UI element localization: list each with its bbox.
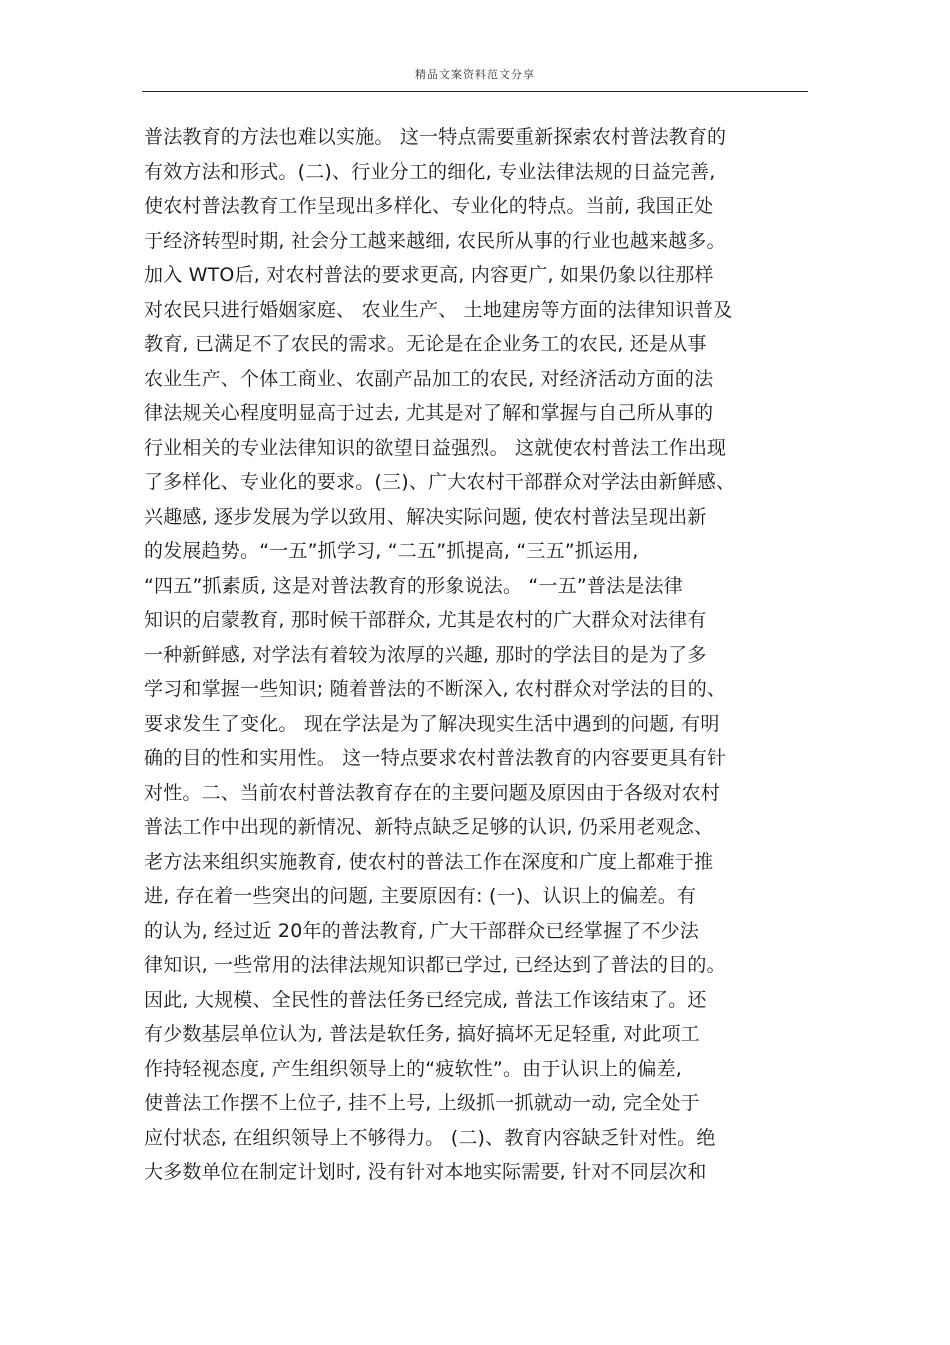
text-line: 大多数单位在制定计划时, 没有针对本地实际需要, 针对不同层次和 [144,1161,707,1183]
text-line: 使农村普法教育工作呈现出多样化、专业化的特点。当前, 我国正处 [144,195,714,217]
header-divider [142,91,808,92]
text-line: 农业生产、个体工商业、农副产品加工的农民, 对经济活动方面的法 [144,367,714,390]
text-line: 作持轻视态度, 产生组织领导上的“疲软性”。由于认识上的偏差, [144,1057,683,1080]
text-line: 知识的启蒙教育, 那时候干部群众, 尤其是农村的广大群众对法律有 [144,609,707,631]
text-line: 律知识, 一些常用的法律法规知识都已学过, 已经达到了普法的目的。 [144,954,726,976]
text-line: 兴趣感, 逐步发展为学以致用、解决实际问题, 使农村普法呈现出新 [144,505,707,528]
text-line: 一种新鲜感, 对学法有着较为浓厚的兴趣, 那时的学法目的是为了多 [144,643,707,666]
text-line: 普法工作中出现的新情况、新特点缺乏足够的认识, 仍采用老观念、 [144,816,714,838]
text-line: 的认为, 经过近 20年的普法教育, 广大干部群众已经掌握了不少法 [144,919,699,942]
text-line: 对性。二、当前农村普法教育存在的主要问题及原因由于各级对农村 [144,781,721,804]
text-line: 老方法来组织实施教育, 使农村的普法工作在深度和广度上都难于推 [144,850,714,873]
text-line: 普法教育的方法也难以实施。 这一特点需要重新探索农村普法教育的 [144,126,727,148]
text-line: 有效方法和形式。(二)、行业分工的细化, 专业法律法规的日益完善, [144,160,716,183]
text-line: 对农民只进行婚姻家庭、 农业生产、 土地建房等方面的法律知识普及 [144,298,733,321]
text-line: 因此, 大规模、全民性的普法任务已经完成, 普法工作该结束了。还 [144,988,707,1011]
text-line: “四五”抓素质, 这是对普法教育的形象说法。 “一五”普法是法律 [144,574,683,597]
text-line: 要求发生了变化。 现在学法是为了解决现实生活中遇到的问题, 有明 [144,712,720,735]
body-text [144,120,808,1190]
text-line: 加入 WTO后, 对农村普法的要求更高, 内容更广, 如果仍象以往那样 [144,264,714,286]
text-line: 律法规关心程度明显高于过去, 尤其是对了解和掌握与自己所从事的 [144,402,714,424]
text-line: 进, 存在着一些突出的问题, 主要原因有: (一)、认识上的偏差。有 [144,885,697,907]
text-line: 于经济转型时期, 社会分工越来越细, 农民所从事的行业也越来越多。 [144,229,726,252]
page-header: 精品文案资料范文分享 [415,68,535,81]
text-line: 教育, 已满足不了农民的需求。无论是在企业务工的农民, 还是从事 [144,333,707,355]
text-line: 了多样化、专业化的要求。(三)、广大农村干部群众对学法由新鲜感、 [144,471,736,493]
text-line: 确的目的性和实用性。 这一特点要求农村普法教育的内容要更具有针 [144,747,727,769]
text-line: 有少数基层单位认为, 普法是软任务, 搞好搞坏无足轻重, 对此项工 [144,1023,700,1045]
text-line: 行业相关的专业法律知识的欲望日益强烈。 这就使农村普法工作出现 [144,436,727,459]
text-line: 的发展趋势。“一五”抓学习, “二五”抓提高, “三五”抓运用, [144,540,639,562]
text-line: 应付状态, 在组织领导上不够得力。 (二)、教育内容缺乏针对性。绝 [144,1126,716,1149]
text-line: 学习和掌握一些知识; 随着普法的不断深入, 农村群众对学法的目的、 [144,678,727,700]
text-line: 使普法工作摆不上位子, 挂不上号, 上级抓一抓就动一动, 完全处于 [144,1092,700,1114]
